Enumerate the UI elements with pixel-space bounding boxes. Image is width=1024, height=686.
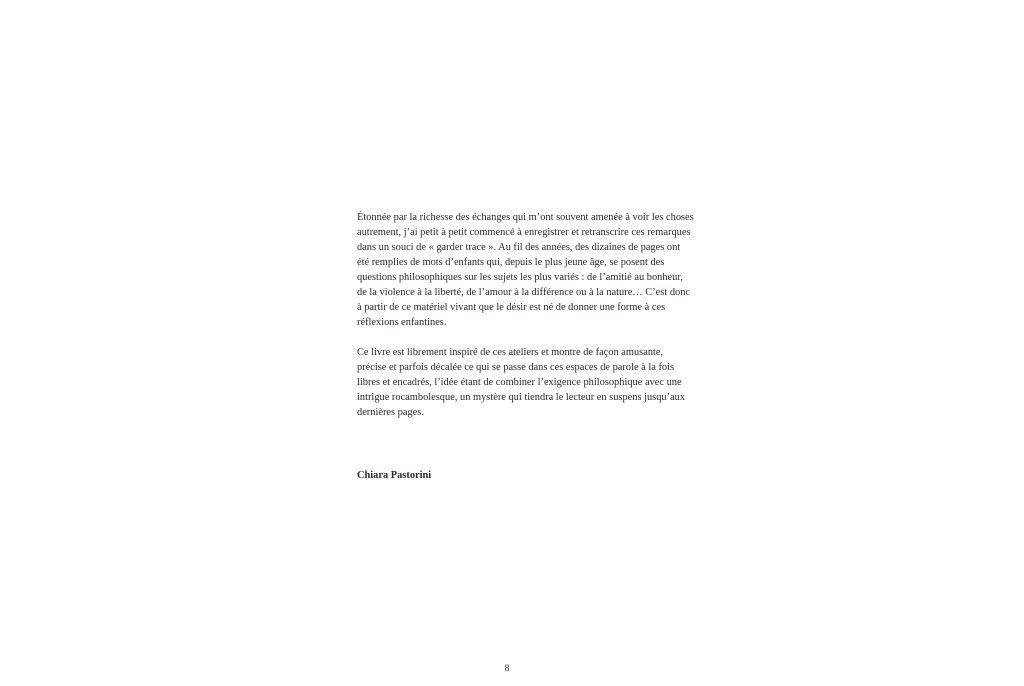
text-line: autrement, j’ai petit à petit commencé à enregistrer et retranscrire ces remarques (357, 227, 691, 238)
text-line: dans un souci de « garder trace ». Au fil des années, des dizaines de pages ont (357, 242, 681, 253)
text-line: dernières pages. (357, 407, 424, 418)
body-text (357, 210, 737, 420)
text-line: questions philosophiques sur les sujets les plus variés : de l’amitié au bonheur, (357, 272, 683, 283)
paragraph-2 (357, 345, 737, 420)
text-line: été remplies de mots d’enfants qui, depuis le plus jeune âge, se posent des (357, 257, 665, 268)
text-line: précise et parfois décalée ce qui se passe dans ces espaces de parole à la fois (357, 362, 675, 373)
text-line: réflexions enfantines. (357, 317, 447, 328)
text-line: intrigue rocambolesque, un mystère qui tiendra le lecteur en suspens jusqu’aux (357, 392, 686, 403)
text-line: Ce livre est librement inspiré de ces ateliers et montre de façon amusante, (357, 347, 664, 358)
text-line: de la violence à la liberté, de l’amour à la différence ou à la nature… C’est donc (357, 287, 691, 298)
author-signature: Chiara Pastorini (357, 470, 432, 481)
paragraph-1 (357, 210, 737, 330)
text-line: à partir de ce matériel vivant que le désir est né de donner une forme à ces (357, 302, 666, 313)
page-number: 8 (504, 664, 510, 674)
text-line: Étonnée par la richesse des échanges qui m’ont souvent amenée à voir les choses (357, 212, 694, 223)
paragraph-spacer (357, 330, 737, 345)
text-line: libres et encadrés, l’idée étant de combiner l’exigence philosophique avec une (357, 377, 682, 388)
